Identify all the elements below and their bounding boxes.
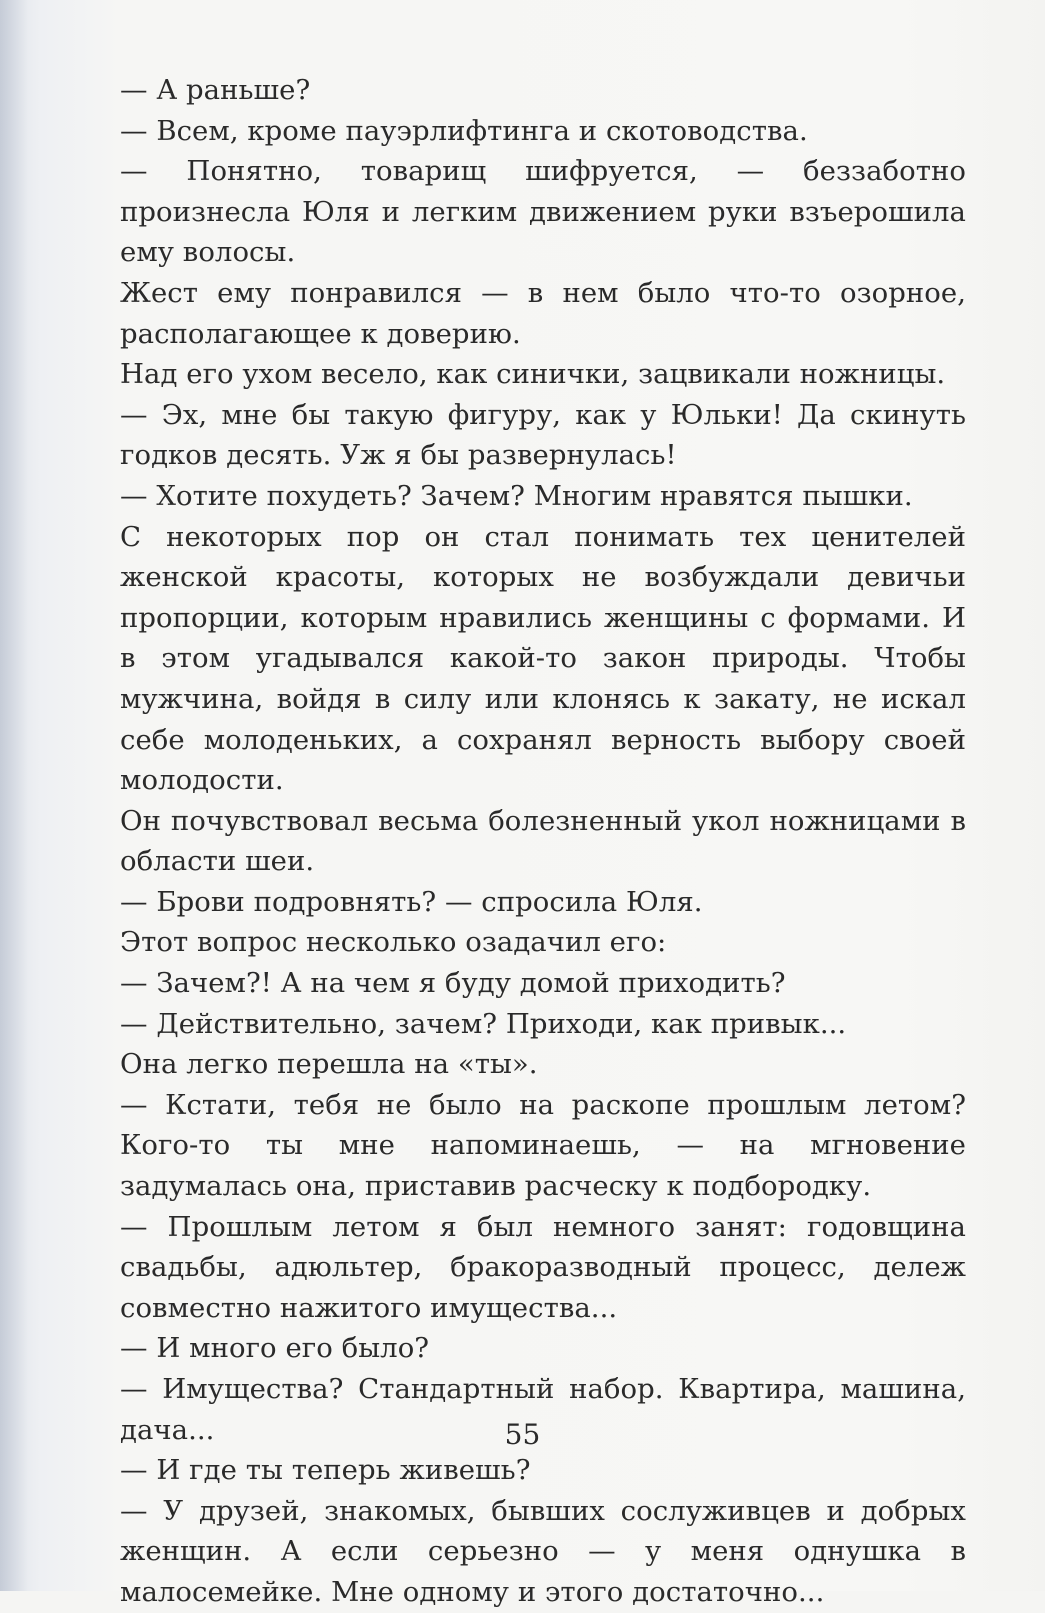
paragraph: Она легко перешла на «ты». [120,1048,538,1081]
paragraph: Этот вопрос несколько озадачил его: [120,926,667,959]
paragraph: — У друзей, знакомых, бывших сослуживцев и добрых женщин. А если серьезно — у меня однушка в малосемейке. Мне одному и этого достаточно... [120,1494,966,1608]
paragraph: — И много его было? [120,1332,430,1365]
page-body-text [120,70,966,1613]
paragraph: — Брови подровнять? — спросила Юля. [120,885,703,918]
paragraph: — Имущества? Стандартный набор. Квартира, машина, дача... [120,1373,966,1446]
book-spine-shadow [0,0,28,1591]
paragraph: — Зачем?! А на чем я буду домой приходить? [120,967,786,1000]
paragraph: — И где ты теперь живешь? [120,1454,531,1487]
paragraph: Он почувствовал весьма болезненный укол ножницами в области шеи. [120,804,966,878]
paragraph: Над его ухом весело, как синички, зацвикали ножницы. [120,358,946,391]
paragraph: — Понятно, товарищ шифруется, — беззаботно произнесла Юля и легким движением руки взъерошила ему волосы. [120,155,966,269]
paragraph: — Всем, кроме пауэрлифтинга и скотоводства. [120,114,808,147]
paragraph: — Эх, мне бы такую фигуру, как у Юльки! Да скинуть годков десять. Уж я бы развернулась! [120,398,966,472]
page-number: 55 [504,1418,541,1451]
paragraph: — А раньше? [120,74,311,106]
paragraph: С некоторых пор он стал понимать тех ценителей женской красоты, которых не возбуждали девичьи пропорции, которым нравились женщины с формами. И в этом угадывался какой-то закон природы. Чтобы мужчина, войдя в силу или клонясь к закату, не искал себе молоденьких, а сохранял верность выбору своей молодости. [120,520,966,797]
paragraph: — Действительно, зачем? Приходи, как привык... [120,1007,847,1040]
paragraph: — Кстати, тебя не было на раскопе прошлым летом? Кого-то ты мне напоминаешь, — на мгновение задумалась она, приставив расческу к подбородку. [120,1088,966,1203]
paragraph: — Прошлым летом я был немного занят: годовщина свадьбы, адюльтер, бракоразводный процесс, дележ совместно нажитого имущества... [120,1210,966,1324]
paragraph: Жест ему понравился — в нем было что-то озорное, располагающее к доверию. [120,276,966,350]
paragraph: — Хотите похудеть? Зачем? Многим нравятся пышки. [120,479,913,512]
